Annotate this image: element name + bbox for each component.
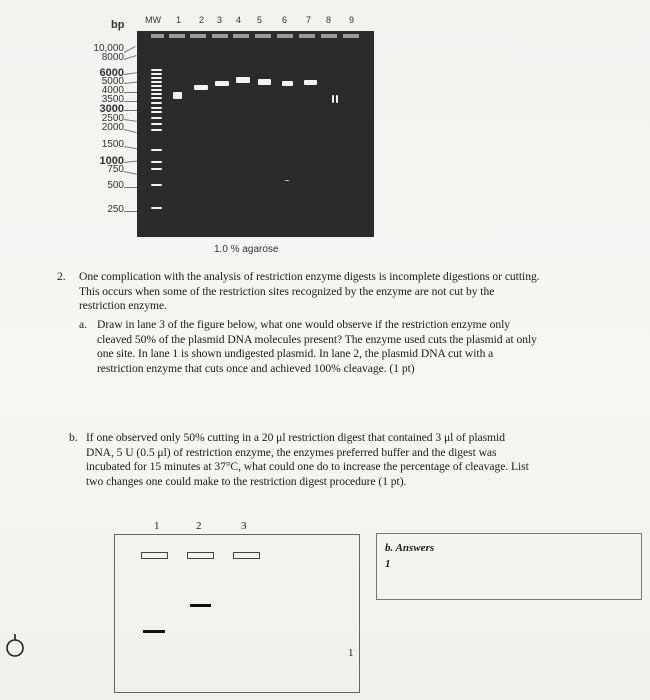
gel-well [277, 34, 293, 38]
lane-number: 9 [349, 15, 355, 25]
bp-marker-label: 1500 [101, 139, 124, 150]
gel-image [137, 31, 374, 237]
bp-marker-label: 750 [107, 164, 124, 175]
bp-tick [124, 211, 137, 212]
bp-marker-label: 6000 [99, 67, 124, 79]
answer-band [190, 604, 211, 607]
ladder-band [151, 85, 162, 87]
bp-marker-label: 500 [107, 180, 124, 191]
bp-marker-label: 4000 [101, 85, 124, 96]
answer-well [233, 552, 260, 559]
page-number: 1 [348, 647, 354, 659]
question-2-text [79, 270, 639, 314]
text-line: two changes one could make to the restriction digest procedure (1 pt). [86, 474, 407, 488]
bp-tick [124, 101, 137, 102]
answer-box[interactable] [376, 533, 642, 600]
ladder-band [151, 111, 162, 113]
text-line: one site. In lane 1 is shown undigested plasmid. In lane 2, the plasmid DNA cut with a [97, 347, 494, 360]
bp-marker-label: 8000 [101, 52, 124, 63]
ladder-band [151, 107, 162, 109]
answer-band [143, 630, 165, 633]
sample-band [282, 81, 293, 86]
lane-number: 4 [236, 15, 242, 25]
text-line: restriction enzyme that cuts once and achieved 100% cleavage. (1 pt) [97, 361, 415, 375]
bp-tick [124, 129, 137, 133]
ladder-band [151, 97, 162, 99]
gel-well [321, 34, 337, 38]
ladder-band [151, 81, 162, 83]
text-line: incubated for 15 minutes at 37°C, what could one do to increase the percentage of cleavage. List [86, 460, 529, 473]
bp-marker-label: 5000 [101, 76, 124, 87]
answer-well [187, 552, 214, 559]
answer-line-1: 1 [385, 558, 391, 570]
gel-caption: 1.0 % agarose [214, 244, 279, 255]
gel-well [233, 34, 249, 38]
sample-band [215, 81, 229, 86]
bp-marker-label: 1000 [99, 155, 124, 167]
text-line: If one observed only 50% cutting in a 20 μl restriction digest that contained 3 μl of plasmid [86, 431, 505, 444]
part-b-label: b. [69, 431, 78, 444]
bp-tick [124, 46, 136, 53]
bp-tick [124, 146, 137, 149]
ladder-band [151, 129, 162, 131]
gel-well [255, 34, 271, 38]
mw-label: MW [145, 15, 161, 25]
sample-band [304, 80, 317, 85]
gel-well [151, 34, 164, 38]
part-a-label: a. [79, 318, 87, 331]
text-line: DNA, 5 U (0.5 μl) of restriction enzyme, the enzymes preferred buffer and the digest was [86, 445, 497, 459]
sample-band [336, 95, 338, 103]
ladder-band [151, 117, 162, 119]
ladder-band [151, 207, 162, 209]
ladder-band [151, 161, 162, 163]
bp-tick [124, 119, 137, 122]
text-line: Draw in lane 3 of the figure below, what one would observe if the restriction enzyme only [97, 318, 511, 331]
text-line: This occurs when some of the restriction sites recognized by the enzyme are not cut by the [79, 284, 495, 298]
gel-well [343, 34, 359, 38]
lane-number: 3 [241, 520, 247, 532]
sample-band [173, 92, 182, 99]
ladder-band [151, 89, 162, 91]
bp-tick [124, 187, 137, 188]
ladder-band [151, 93, 162, 95]
bp-marker-label: 3500 [101, 94, 124, 105]
bp-tick [124, 55, 137, 60]
bp-marker-label: 3000 [99, 103, 124, 115]
lane-number: 5 [257, 15, 263, 25]
bp-marker-label: 2000 [101, 122, 124, 133]
part-b-text [86, 431, 648, 489]
bp-tick [124, 171, 137, 175]
ladder-band [151, 77, 162, 79]
lane-number: 3 [217, 15, 223, 25]
part-a-text [97, 318, 642, 376]
ladder-band [151, 184, 162, 186]
lane-number: 2 [199, 15, 205, 25]
lane-number: 2 [196, 520, 202, 532]
question-2-number: 2. [57, 270, 66, 283]
bp-marker-label: 2500 [101, 113, 124, 124]
bp-marker-label: 10,000 [93, 43, 124, 54]
sample-band [236, 77, 250, 83]
sample-band [258, 79, 271, 85]
gel-well [190, 34, 206, 38]
ladder-band [151, 123, 162, 125]
text-line: One complication with the analysis of restriction enzyme digests is incomplete digestions or cutting. [79, 270, 540, 283]
lane-number: 8 [326, 15, 332, 25]
lane-number: 7 [306, 15, 312, 25]
bp-tick [124, 161, 137, 163]
answer-box-title: b. Answers [385, 542, 435, 554]
sample-band [332, 95, 334, 103]
text-line: cleaved 50% of the plasmid DNA molecules present? The enzyme used cuts the plasmid at only [97, 332, 537, 346]
answer-well [141, 552, 168, 559]
text-line: restriction enzyme. [79, 299, 167, 312]
lane-number: 1 [176, 15, 182, 25]
ladder-band [151, 149, 162, 151]
gel-well [169, 34, 185, 38]
ladder-band [151, 168, 162, 170]
circle-mark-icon [5, 634, 29, 658]
gel-well [212, 34, 228, 38]
ladder-band [151, 69, 162, 71]
bp-marker-label: 250 [107, 204, 124, 215]
sample-band [285, 180, 289, 181]
lane-number: 1 [154, 520, 160, 532]
bp-tick [124, 110, 137, 111]
gel-well [299, 34, 315, 38]
lane-number: 6 [282, 15, 288, 25]
bp-tick [124, 82, 137, 84]
bp-tick [124, 92, 137, 93]
bp-header: bp [111, 19, 125, 31]
ladder-band [151, 102, 162, 104]
ladder-band [151, 73, 162, 75]
sample-band [194, 85, 208, 90]
bp-tick [124, 72, 137, 75]
